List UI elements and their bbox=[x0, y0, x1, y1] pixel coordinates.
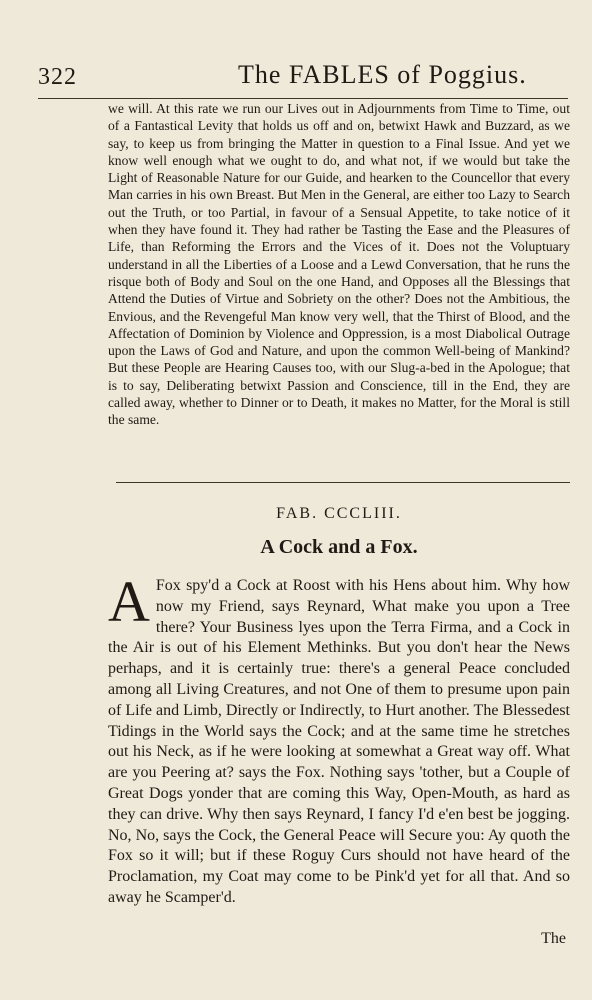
catchword: The bbox=[541, 930, 566, 947]
fable-title: A Cock and a Fox. bbox=[260, 536, 418, 558]
header-rule bbox=[38, 98, 568, 99]
fable-body bbox=[108, 569, 570, 909]
page-number: 322 bbox=[38, 64, 77, 90]
page-header bbox=[38, 60, 578, 100]
section-divider bbox=[116, 482, 570, 483]
moral-paragraph: we will. At this rate we run our Lives out in Adjournments from Time to Time, out of a Fantastical Levity that holds us off and on, betwixt Hawk and Buzzard, as we say, to keep us from bringing the Matter in question to a Final Issue. And yet we know well enough what we ought to do, and what not, if we would but take the Light of Reasonable Nature for our Guide, and hearken to the Councellor that every Man carries in his own Breast. But Men in the General, are either too Lazy to Search out the Truth, or too Partial, in favour of a Sensual Appetite, to take notice of it when they have found it. They had rather be Tasting the Ease and the Pleasures of Life, than Reforming the Errors and the Vices of it. Does not the Voluptuary understand in all the Liberties of a Loose and a Lewd Conversation, that he runs the risque both of Body and Soul on the one Hand, and Opposes all the Blessings that Attend the Duties of Virtue and Sobriety on the other? Does not the Ambitious, the Envious, and the Revengeful Man know very well, that the Thirst of Blood, and the Affectation of Dominion by Violence and Oppression, is a most Diabolical Outrage upon the Laws of God and Nature, and upon the common Well-being of Mankind? But these People are Hearing Causes too, with our Slug-a-bed in the Apologue; that is to say, Deliberating betwixt Passion and Conscience, till in the End, they are called away, whether to Dinner or to Death, it makes no Matter, for the Moral is still the same. bbox=[108, 101, 570, 428]
fable-text: Fox spy'd a Cock at Roost with his Hens about him. Why how now my Friend, says Reynard, What make you upon a Tree there? Your Business lyes upon the Terra Firma, and a Cock in the Air is out of his Element Methinks. But you don't hear the News perhaps, and it is certainly true: there's a general Peace concluded among all Living Creatures, and not One of them to presume upon pain of Life and Limb, Directly or Indirectly, to Hurt another. The Blessedest Tidings in the World says the Cock; and at the same time he stretches out his Neck, as if he were looking at somewhat a Great way off. What are you Peering at? says the Fox. Nothing says 'tother, but a Couple of Great Dogs yonder that are coming this Way, Open-Mouth, as hard as they can drive. Why then says Reynard, I fancy I'd e'en best be jogging. No, No, says the Cock, the General Peace will Secure you: Ay quoth the Fox so it will; but if these Roguy Curs should not have heard of the Proclamation, my Coat may come to be Pink'd yet for all that. And so away he Scamper'd. bbox=[108, 577, 570, 906]
drop-cap: A bbox=[108, 569, 150, 634]
previous-fable-moral bbox=[108, 100, 570, 429]
running-title: The FABLES of Poggius. bbox=[238, 60, 527, 89]
fable-number: FAB. CCCLIII. bbox=[276, 505, 402, 522]
